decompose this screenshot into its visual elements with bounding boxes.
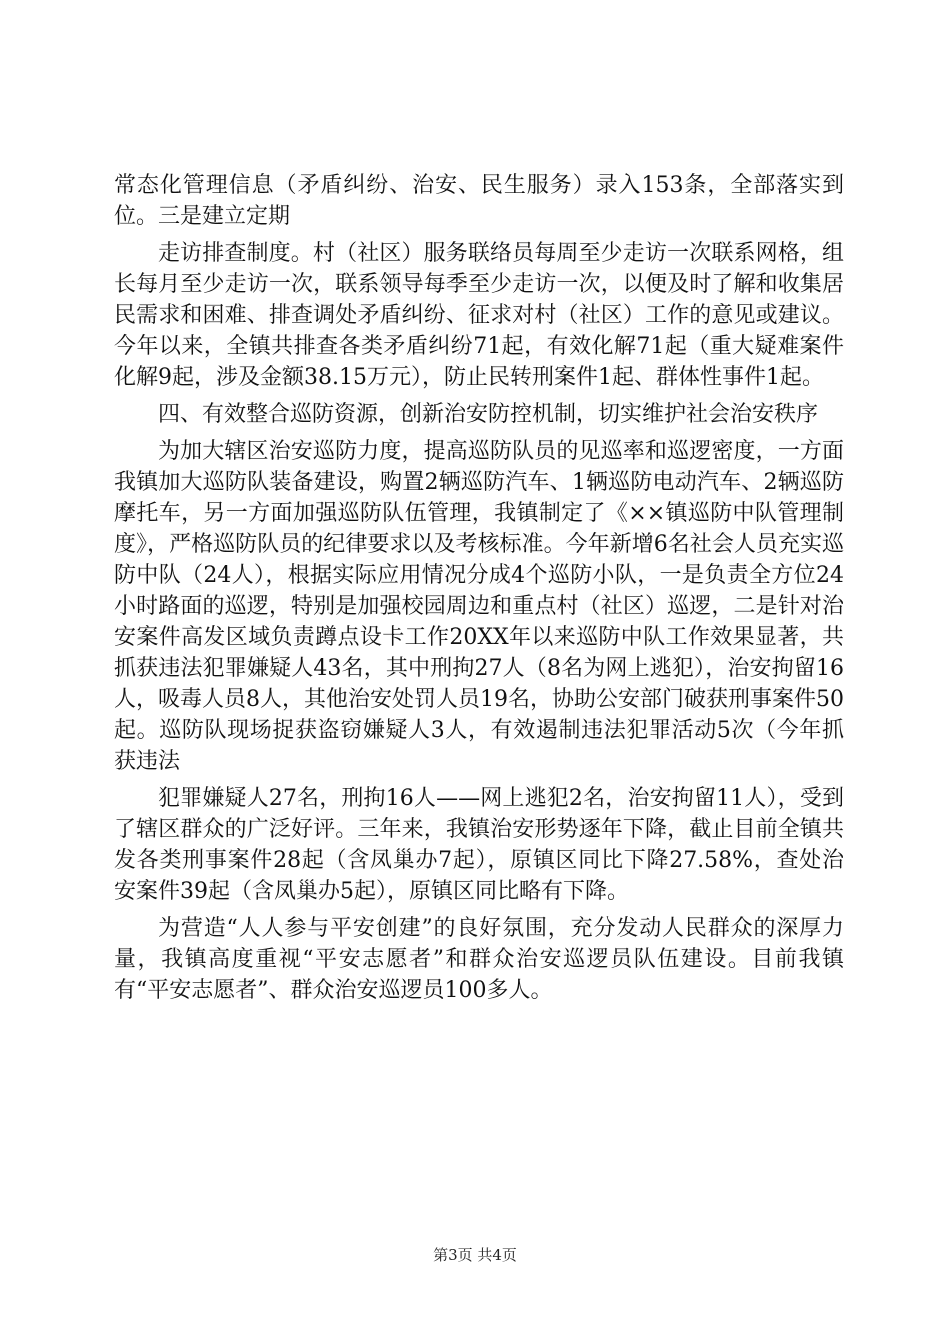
page-number-footer: 第3页 共4页	[433, 1246, 517, 1264]
document-body	[114, 170, 844, 1012]
paragraph-1: 常态化管理信息（矛盾纠纷、治安、民生服务）录入153条，全部落实到位。三是建立定期	[114, 173, 844, 229]
paragraph-3: 为加大辖区治安巡防力度，提高巡防队员的见巡率和巡逻密度，一方面我镇加大巡防队装备建设，购置2辆巡防汽车、1辆巡防电动汽车、2辆巡防摩托车，另一方面加强巡防队伍管理，我镇制定了《××镇巡防中队管理制度》，严格巡防队员的纪律要求以及考核标准。今年新增6名社会人员充实巡防中队（24人），根据实际应用情况分成4个巡防小队，一是负责全方位24小时路面的巡逻，特别是加强校园周边和重点村（社区）巡逻，二是针对治安案件高发区域负责蹲点设卡工作20XX年以来巡防中队工作效果显著，共抓获违法犯罪嫌疑人43名，其中刑拘27人（8名为网上逃犯），治安拘留16人，吸毒人员8人，其他治安处罚人员19名，协助公安部门破获刑事案件50起。巡防队现场捉获盗窃嫌疑人3人，有效遏制违法犯罪活动5次（今年抓获违法	[114, 439, 844, 774]
paragraph-5: 为营造“人人参与平安创建”的良好氛围，充分发动人民群众的深厚力量，我镇高度重视“平安志愿者”和群众治安巡逻员队伍建设。目前我镇有“平安志愿者”、群众治安巡逻员100多人。	[114, 916, 844, 1003]
paragraph-2: 走访排查制度。村（社区）服务联络员每周至少走访一次联系网格，组长每月至少走访一次，联系领导每季至少走访一次，以便及时了解和收集居民需求和困难、排查调处矛盾纠纷、征求对村（社区）工作的意见或建议。今年以来，全镇共排查各类矛盾纠纷71起，有效化解71起（重大疑难案件化解9起，涉及金额38.15万元），防止民转刑案件1起、群体性事件1起。	[114, 241, 844, 390]
paragraph-4: 犯罪嫌疑人27名，刑拘16人——网上逃犯2名，治安拘留11人），受到了辖区群众的广泛好评。三年来，我镇治安形势逐年下降，截止目前全镇共发各类刑事案件28起（含凤巢办7起），原镇区同比下降27.58%，查处治安案件39起（含凤巢办5起），原镇区同比略有下降。	[114, 786, 844, 904]
section-heading-4: 四、有效整合巡防资源，创新治安防控机制，切实维护社会治安秩序	[158, 402, 819, 427]
